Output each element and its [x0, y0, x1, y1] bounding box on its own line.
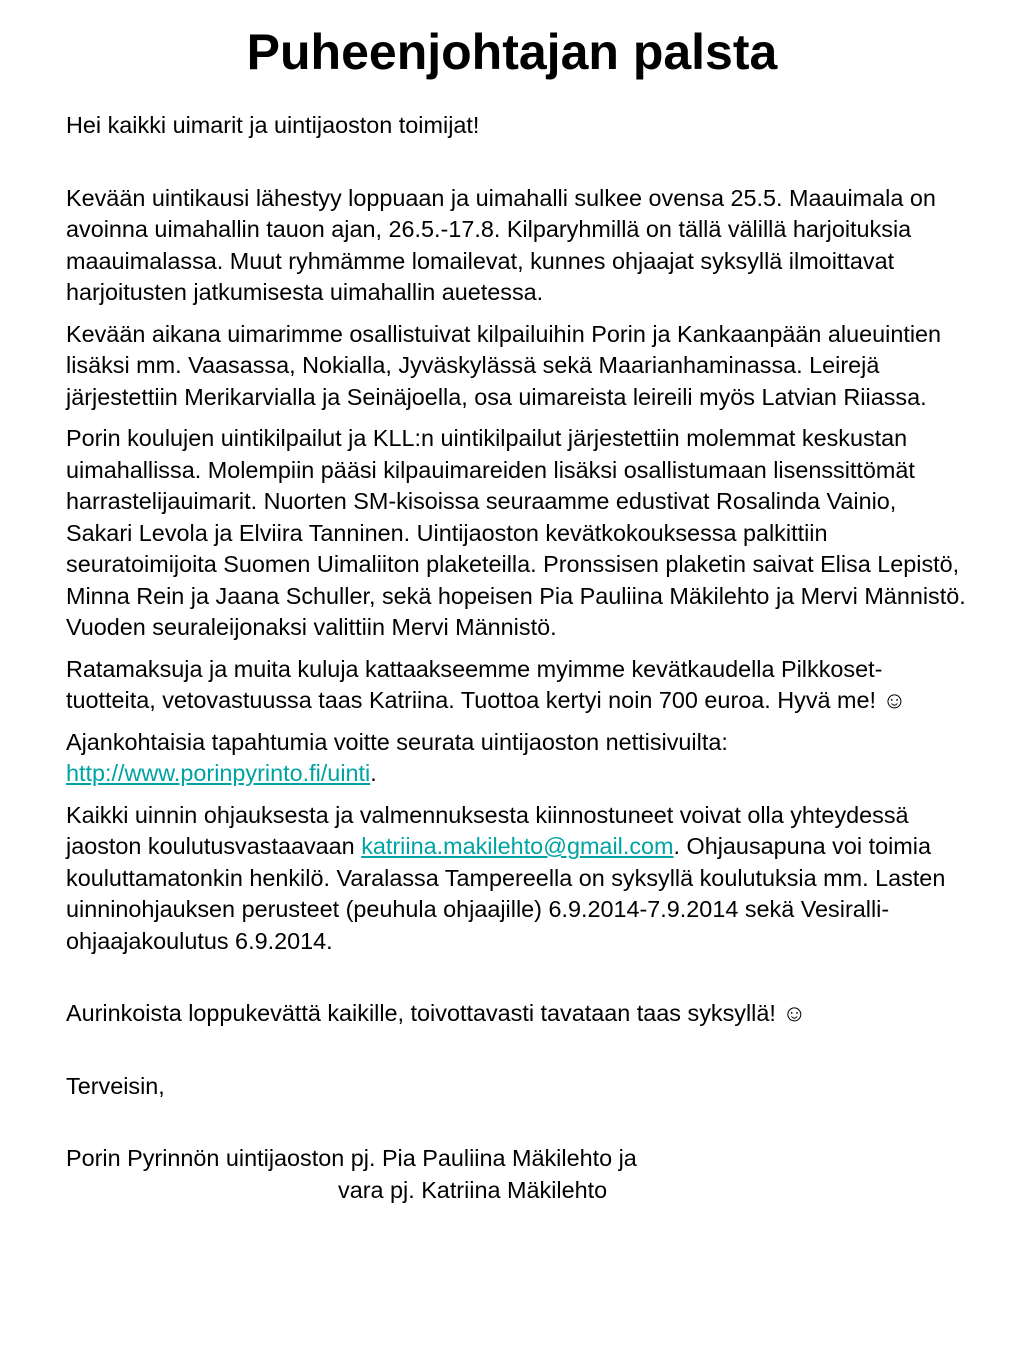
paragraph-news: [66, 727, 966, 790]
regards: Terveisin,: [66, 1072, 165, 1099]
news-text: Ajankohtaisia tapahtumia voitte seurata uintijaoston nettisivuilta:: [66, 728, 728, 755]
signature-line-2: vara pj. Katriina Mäkilehto: [338, 1176, 608, 1203]
paragraph-fundraising: Ratamaksuja ja muita kuluja kattaakseemme myimme kevätkaudella Pilkkoset-tuotteita, vetovastuussa taas Katriina. Tuottoa kertyi noin 700 euroa. Hyvä me! ☺: [66, 655, 907, 713]
paragraph-awards: Porin koulujen uintikilpailut ja KLL:n uintikilpailut järjestettiin molemmat keskustan uimahallissa. Molempiin pääsi kilpauimareiden lisäksi osallistumaan lisenssittömät harrastelijauimarit. Nuorten SM-kisoissa seuraamme edustivat Rosalinda Vainio, Sakari Levola ja Elviira Tanninen. Uintijaoston kevätkokouksessa palkittiin seuratoimijoita Suomen Uimaliiton plaketeilla. Pronssisen plaketin saivat Elisa Lepistö, Minna Rein ja Jaana Schuller, sekä hopeisen Pia Pauliina Mäkilehto ja Mervi Männistö. Vuoden seuraleijonaksi valittiin Mervi Männistö.: [66, 425, 966, 640]
website-link[interactable]: http://www.porinpyrinto.fi/uinti: [66, 760, 371, 786]
paragraph-coaching: [66, 800, 966, 958]
email-link[interactable]: katriina.makilehto@gmail.com: [361, 833, 674, 859]
greeting: Hei kaikki uimarit ja uintijaoston toimijat!: [66, 112, 480, 138]
coaching-after: . Ohjausapuna voi toimia kouluttamatonkin henkilö. Varalassa Tampereella on syksyllä koulutuksia mm. Lasten uinninohjauksen perusteet (peuhula ohjaajille) 6.9.2014-7.9.2014 sekä Vesiralli-ohjaajakoulutus 6.9.2014.: [66, 833, 946, 954]
news-after: .: [370, 760, 377, 786]
closing-line: Aurinkoista loppukevättä kaikille, toivottavasti tavataan taas syksyllä! ☺: [66, 1000, 807, 1026]
article-body: [66, 110, 966, 1206]
page-title: Puheenjohtajan palsta: [246, 24, 778, 80]
signature-line-1: Porin Pyrinnön uintijaoston pj. Pia Pauliina Mäkilehto ja: [66, 1145, 637, 1171]
coaching-text: Kaikki uinnin ohjauksesta ja valmennuksesta kiinnostuneet voivat olla yhteydessä jaoston koulutusvastaavaan: [66, 801, 909, 859]
paragraph-season: Kevään uintikausi lähestyy loppuaan ja uimahalli sulkee ovensa 25.5. Maauimala on avoinna uimahallin tauon ajan, 26.5.-17.8. Kilparyhmillä on tällä välillä harjoituksia maauimalassa. Muut ryhmämme lomailevat, kunnes ohjaajat syksyllä ilmoittavat harjoitusten jatkumisesta uimahallin auetessa.: [66, 184, 936, 305]
paragraph-competitions: Kevään aikana uimarimme osallistuivat kilpailuihin Porin ja Kankaanpään alueuintien lisäksi mm. Vaasassa, Nokialla, Jyväskylässä sekä Maarianhaminassa. Leirejä järjestettiin Merikarvialla ja Seinäjoella, osa uimareista leireili myös Latvian Riiassa.: [66, 320, 942, 410]
